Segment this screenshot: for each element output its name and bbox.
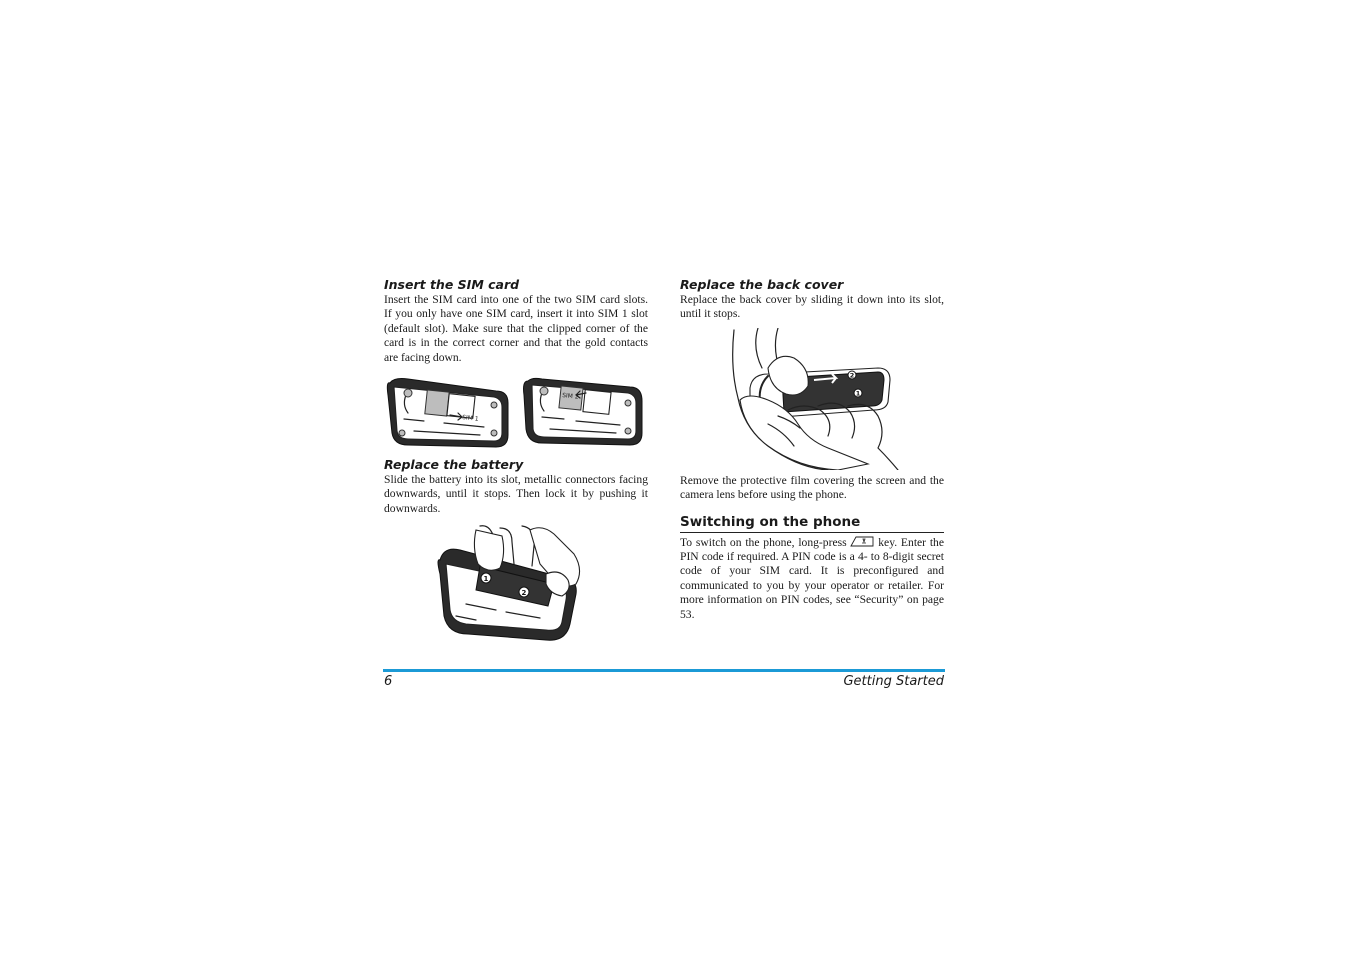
cover-body: Replace the back cover by sliding it down into its slot, until it stops.	[680, 293, 944, 321]
sim2-illustration	[520, 375, 646, 449]
cover-figure	[680, 328, 944, 470]
battery-illustration	[436, 524, 590, 642]
switching-on-text-after: key. Enter the PIN code if required. A PIN code is a 4- to 8-digit secret code of your SIM card. It is preconfigured and communicated to you by your operator or retailer. For more information on PIN codes, see “Security” on page 53.	[680, 535, 945, 621]
cover-step2-marker: 2	[849, 371, 855, 380]
sim2-slot-label: SIM 2	[561, 392, 579, 401]
battery-step2-marker: 2	[521, 589, 527, 598]
footer-rule	[383, 669, 945, 672]
back-cover-illustration	[728, 328, 902, 470]
switching-on-text-before: To switch on the phone, long-press	[680, 535, 847, 549]
right-column	[680, 277, 944, 622]
battery-figure	[384, 524, 648, 642]
switching-on-body	[680, 536, 944, 622]
sim1-illustration	[384, 375, 512, 449]
section-title: Getting Started	[843, 674, 944, 689]
left-column	[384, 277, 648, 642]
cover-after-text: Remove the protective film covering the screen and the camera lens before using the phone.	[680, 473, 944, 502]
sim-figures	[384, 375, 648, 449]
sim-body: Insert the SIM card into one of the two SIM card slots. If you only have one SIM card, insert it into SIM 1 slot (default slot). Make sure that the clipped corner of the card is in the correct corner and that the gold contacts are facing down.	[384, 293, 648, 364]
cover-heading: Replace the back cover	[680, 277, 844, 292]
battery-body: Slide the battery into its slot, metallic connectors facing downwards, until it stops. Then lock it by pushing it downwards.	[384, 473, 648, 515]
battery-heading: Replace the battery	[384, 457, 524, 473]
switching-on-heading: Switching on the phone	[680, 513, 944, 533]
sim1-slot-label: SIM 1	[461, 414, 479, 423]
page-number: 6	[384, 674, 393, 689]
battery-step1-marker: 1	[483, 575, 489, 584]
sim-heading: Insert the SIM card	[384, 277, 520, 292]
end-call-power-key-icon	[850, 536, 874, 547]
cover-step1-marker: 1	[855, 389, 861, 398]
